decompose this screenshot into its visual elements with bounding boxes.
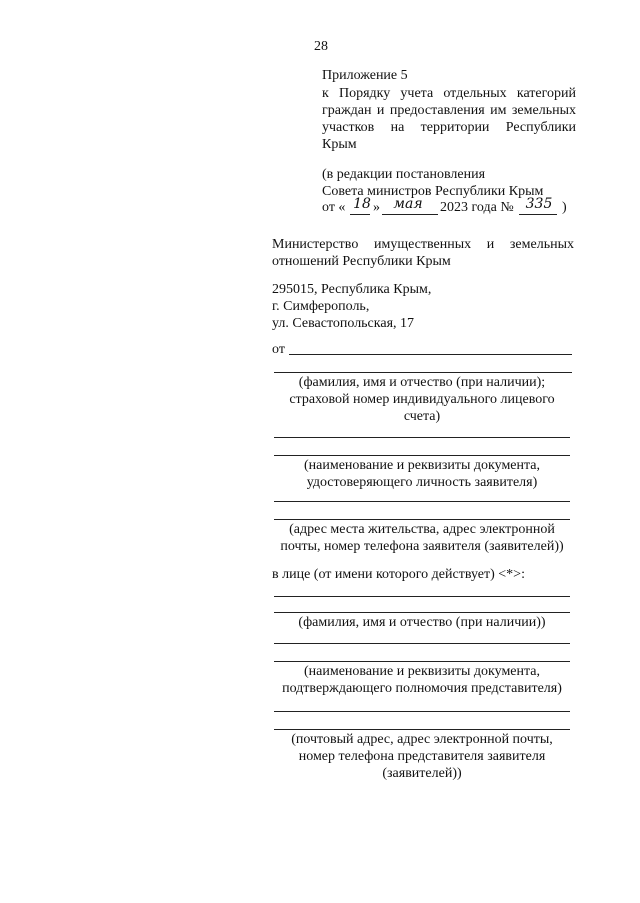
appendix-line: участков на территории Республики [322,120,576,135]
rep-address-field-2[interactable] [274,729,570,730]
edition-line: (в редакции постановления [322,167,486,182]
caption-name: (фамилия, имя и отчество (при наличии); [298,375,546,390]
page-number: 28 [314,39,328,54]
caption-rep-address: (заявителей)) [382,766,462,781]
address-line: г. Симферополь, [272,299,370,314]
applicant-address-field[interactable] [274,501,570,502]
rep-name-field[interactable] [274,596,570,597]
caption-rep-address: номер телефона представителя заявителя [298,749,546,764]
appendix-line: Крым [322,137,357,152]
edition-year: 2023 года № [440,200,514,215]
date-prefix: от « [322,200,346,215]
applicant-address-field-2[interactable] [274,519,570,520]
caption-doc: удостоверяющего личность заявителя) [306,475,538,490]
caption-doc: (наименование и реквизиты документа, [303,458,541,473]
handwritten-day: 18 [353,196,371,212]
applicant-name-field-2[interactable] [274,372,572,373]
appendix-title: Приложение 5 [322,68,408,83]
handwritten-number: 335 [525,196,553,212]
applicant-doc-field-2[interactable] [274,455,570,456]
caption-name: страховой номер индивидуального лицевого [289,392,555,407]
caption-rep-name: (фамилия, имя и отчество (при наличии)) [298,615,546,630]
recipient-line: Министерство имущественных и земельных [272,237,574,252]
caption-address: (адрес места жительства, адрес электронной [289,522,555,537]
caption-rep-address: (почтовый адрес, адрес электронной почты, [291,732,553,747]
rep-address-field[interactable] [274,711,570,712]
on-behalf-label: в лице (от имени которого действует) <*>: [272,567,525,582]
appendix-line: граждан и предоставления им земельных [322,103,576,118]
rep-doc-field-2[interactable] [274,661,570,662]
recipient-line: отношений Республики Крым [272,254,451,269]
caption-name: счета) [403,409,441,424]
edition-line: Совета министров Республики Крым [322,184,544,199]
appendix-line: к Порядку учета отдельных категорий [322,86,576,101]
rep-name-field-2[interactable] [274,612,570,613]
edition-date-line: от « 18 » мая 2023 года № 335 ) [322,196,567,215]
address-line: ул. Севастопольская, 17 [272,316,415,331]
address-line: 295015, Республика Крым, [272,282,432,297]
applicant-name-field[interactable] [289,354,572,355]
handwritten-month: мая [393,196,423,212]
rep-doc-field[interactable] [274,643,570,644]
caption-rep-doc: подтверждающего полномочия представителя) [282,681,562,696]
edition-close: ) [562,200,567,215]
from-label: от [272,342,285,357]
applicant-doc-field[interactable] [274,437,570,438]
caption-address: почты, номер телефона заявителя (заявителей)) [280,539,564,554]
caption-rep-doc: (наименование и реквизиты документа, [303,664,541,679]
